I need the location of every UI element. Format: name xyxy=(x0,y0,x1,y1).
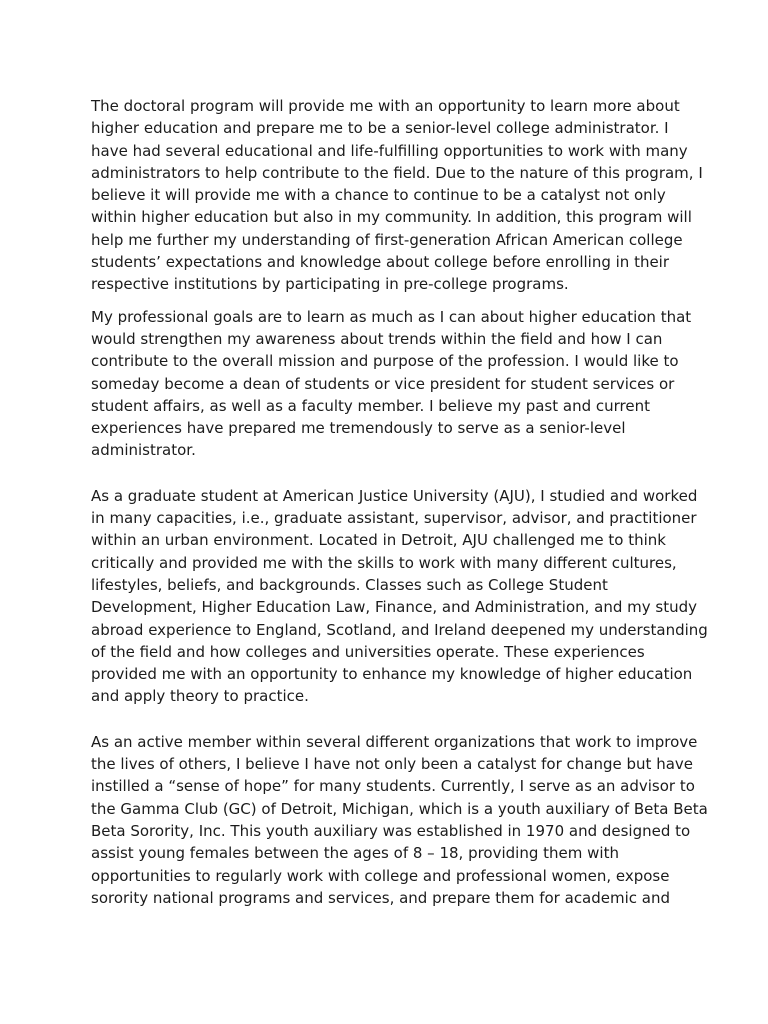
text-line: instilled a “sense of hope” for many students. Currently, I serve as an advisor to xyxy=(91,777,695,796)
text-line: provided me with an opportunity to enhance my knowledge of higher education xyxy=(91,665,693,684)
text-line: lifestyles, beliefs, and backgrounds. Classes such as College Student xyxy=(91,575,608,594)
text-line: help me further my understanding of first-generation African American college xyxy=(91,230,683,249)
text-line: and apply theory to practice. xyxy=(91,687,309,706)
text-line: opportunities to regularly work with college and professional women, expose xyxy=(91,866,670,885)
paragraph-graduate-student xyxy=(91,485,708,708)
text-line: respective institutions by participating in pre-college programs. xyxy=(91,275,569,294)
text-line: administrators to help contribute to the field. Due to the nature of this program, I xyxy=(91,163,703,182)
text-line: the lives of others, I believe I have not only been a catalyst for change but have xyxy=(91,755,693,774)
text-line: critically and provided me with the skills to work with many different cultures, xyxy=(91,553,677,572)
text-line: Development, Higher Education Law, Finance, and Administration, and my study xyxy=(91,598,698,617)
text-line: someday become a dean of students or vice president for student services or xyxy=(91,374,675,393)
text-line: within an urban environment. Located in Detroit, AJU challenged me to think xyxy=(91,531,666,550)
text-line: administrator. xyxy=(91,441,196,460)
paragraph-professional-goals xyxy=(91,306,692,462)
text-line: of the field and how colleges and universities operate. These experiences xyxy=(91,642,645,661)
text-line: believe it will provide me with a chance to continue to be a catalyst not only xyxy=(91,186,666,205)
paragraph-doctoral-program xyxy=(91,95,703,296)
text-line: within higher education but also in my community. In addition, this program will xyxy=(91,208,692,227)
text-line: abroad experience to England, Scotland, and Ireland deepened my understanding xyxy=(91,620,708,639)
text-line: assist young females between the ages of 8 – 18, providing them with xyxy=(91,844,619,863)
text-line: As an active member within several different organizations that work to improve xyxy=(91,732,698,751)
text-line: would strengthen my awareness about trends within the field and how I can xyxy=(91,329,663,348)
text-line: the Gamma Club (GC) of Detroit, Michigan, which is a youth auxiliary of Beta Beta xyxy=(91,799,708,818)
text-line: higher education and prepare me to be a senior-level college administrator. I xyxy=(91,119,669,138)
text-line: have had several educational and life-fulfilling opportunities to work with many xyxy=(91,141,688,160)
text-line: contribute to the overall mission and purpose of the profession. I would like to xyxy=(91,352,679,371)
text-line: students’ expectations and knowledge about college before enrolling in their xyxy=(91,253,670,272)
text-line: student affairs, as well as a faculty member. I believe my past and current xyxy=(91,396,650,415)
paragraph-active-member xyxy=(91,731,708,909)
text-line: Beta Sorority, Inc. This youth auxiliary was established in 1970 and designed to xyxy=(91,821,691,840)
text-line: My professional goals are to learn as much as I can about higher education that xyxy=(91,307,692,326)
text-line: in many capacities, i.e., graduate assistant, supervisor, advisor, and practitioner xyxy=(91,509,697,528)
document-page xyxy=(91,95,708,909)
text-line: The doctoral program will provide me with an opportunity to learn more about xyxy=(91,97,680,115)
text-line: sorority national programs and services, and prepare them for academic and xyxy=(91,888,671,907)
text-line: experiences have prepared me tremendously to serve as a senior-level xyxy=(91,419,626,438)
text-line: As a graduate student at American Justice University (AJU), I studied and worked xyxy=(91,486,698,505)
